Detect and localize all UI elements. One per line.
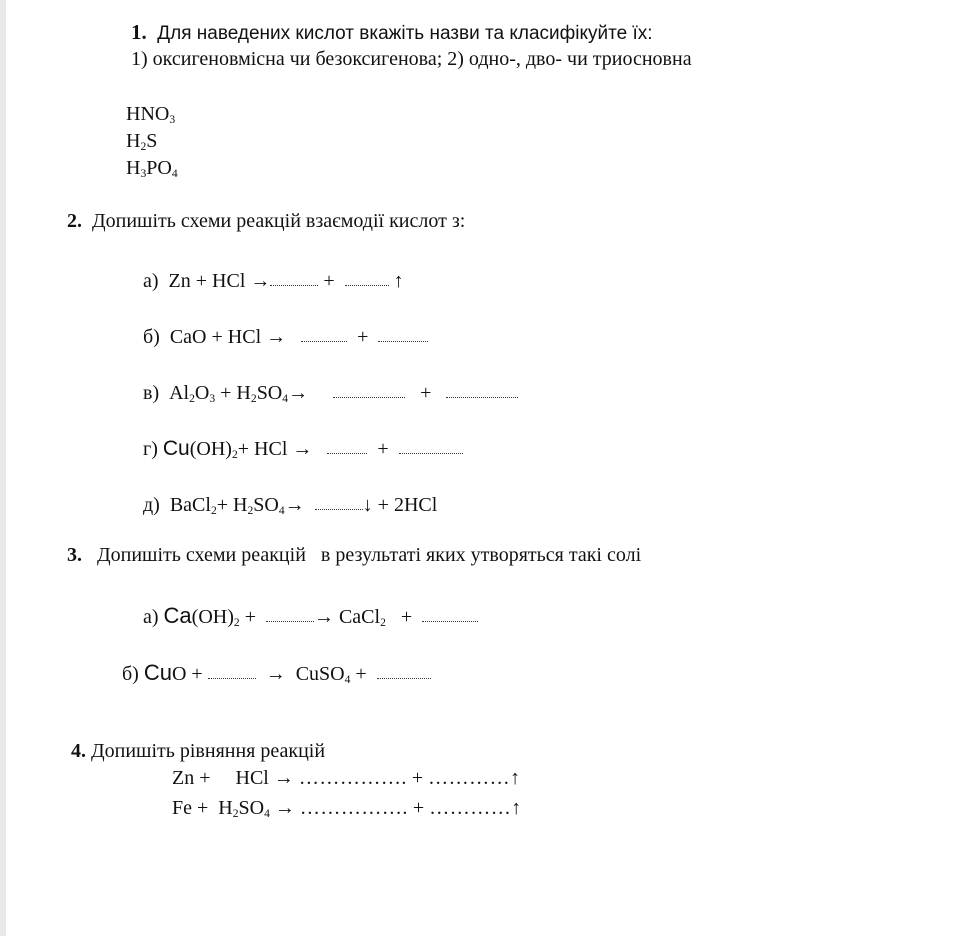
reaction-2b: б) CaO + HCl → + <box>143 322 428 347</box>
blank[interactable] <box>333 377 405 398</box>
reaction-2e: д) BaCl2+ H2SO4→ ↓ + 2HCl <box>143 490 437 515</box>
precipitate-arrow-icon: ↓ <box>362 494 373 516</box>
reaction-2d: г) Cu(OH)2+ HCl → + <box>143 434 463 459</box>
blank[interactable]: ……………. <box>299 797 408 819</box>
equation-4-2: Fe + H2SO4 → ……………. + …………↑ <box>172 797 522 821</box>
blank[interactable] <box>270 265 318 286</box>
task1-number: 1. <box>131 20 147 44</box>
blank[interactable] <box>315 489 363 510</box>
reaction-2c: в) Al2O3 + H2SO4→ + <box>143 378 518 403</box>
equation-4-1: Zn + HCl → ……………. + …………↑ <box>172 767 521 789</box>
task4-heading <box>71 741 325 761</box>
task4-number: 4. <box>71 740 86 762</box>
task3-title: Допишіть схеми реакцій в результаті яких утворяться такі солі <box>97 544 642 566</box>
gas-arrow-icon: ↑ <box>393 270 404 292</box>
reaction-2a: а) Zn + HCl → + ↑ <box>143 266 404 291</box>
blank[interactable] <box>345 265 389 286</box>
acid-h2s: H2S <box>126 130 158 154</box>
blank[interactable]: ………… <box>429 797 512 819</box>
reaction-3a: а) Ca(OH)2 + → CaCl2 + <box>143 602 478 627</box>
blank[interactable] <box>399 433 463 454</box>
task1-title: Для наведених кислот вкажіть назви та класифікуйте їх: <box>157 23 653 44</box>
blank[interactable] <box>422 601 478 622</box>
blank[interactable] <box>301 321 347 342</box>
task1-subtitle: 1) оксигеновмісна чи безоксигенова; 2) одно-, дво- чи триосновна <box>131 48 692 70</box>
task3-heading <box>67 545 641 565</box>
blank[interactable] <box>377 658 431 679</box>
blank[interactable]: ………… <box>428 767 511 789</box>
acid-hno3: HNO3 <box>126 103 176 127</box>
blank[interactable] <box>446 377 518 398</box>
reaction-3b: б) CuO + → CuSO4 + <box>122 659 431 684</box>
task2-title: Допишіть схеми реакцій взаємодії кислот з: <box>92 210 466 232</box>
gas-arrow-icon: ↑ <box>511 797 522 819</box>
gas-arrow-icon: ↑ <box>510 767 521 789</box>
blank[interactable] <box>208 658 256 679</box>
task4-title: Допишіть рівняння реакцій <box>91 740 326 762</box>
page-left-edge <box>0 0 6 936</box>
blank[interactable] <box>378 321 428 342</box>
blank[interactable] <box>266 601 314 622</box>
task3-number: 3. <box>67 544 82 566</box>
task2-number: 2. <box>67 210 82 232</box>
task2-heading <box>67 211 465 231</box>
blank[interactable] <box>327 433 367 454</box>
task1-heading <box>131 22 653 43</box>
blank[interactable]: ……………. <box>298 767 407 789</box>
acid-h3po4: H3PO4 <box>126 157 178 181</box>
